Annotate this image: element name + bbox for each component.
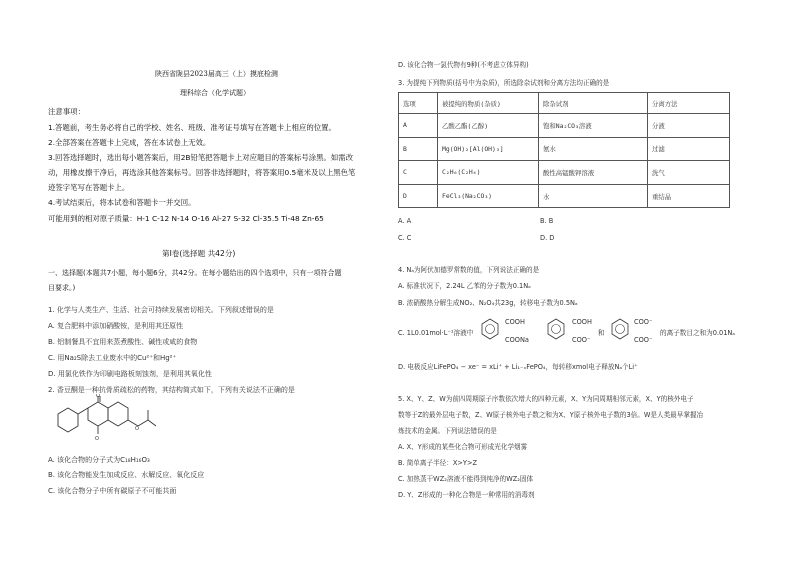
svg-text:O: O: [96, 394, 100, 399]
question-1-stem: 1. 化学与人类生产、生活、社会可持续发展密切相关。下列叙述错误的是: [48, 306, 274, 314]
benzene-ring-icon: [608, 316, 632, 344]
table-header-cell: 除杂试剂: [539, 93, 648, 114]
q3-choice-c: C. C: [398, 234, 412, 242]
q2-option-b: B. 该化合物能发生加成反应、水解反应、氧化反应: [48, 471, 205, 479]
notice-heading: 注意事项：: [48, 107, 85, 116]
q3-choice-d: D. D: [540, 234, 555, 242]
struct-label: COO⁻: [634, 336, 653, 344]
question-5-stem: 炼技术的金属。下列说法错误的是: [398, 427, 497, 435]
q1-option-d: D. 用氯化铁作为印刷电路板刻蚀剂，是利用其氧化性: [48, 370, 212, 378]
q5-option-d: D. Y、Z形成的一种化合物是一种常用的消毒剂: [398, 491, 535, 499]
table-cell: C₂H₆(C₂H₄): [438, 161, 539, 185]
q2-option-c: C. 该化合物分子中所有碳原子不可能共面: [48, 487, 177, 495]
table-header-cell: 分离方法: [648, 93, 730, 114]
question-2-stem: 2. 香豆酮是一种抗骨质疏松的药物，其结构简式如下，下列有关说法不正确的是: [48, 386, 295, 394]
q4-option-b: B. 浓硝酸热分解生成NO₂、N₂O₄共23g，转移电子数为0.5Nₐ: [398, 299, 578, 307]
q1-option-a: A. 复合肥料中添加硝酸铵，是利用其还原性: [48, 322, 184, 330]
svg-text:O: O: [135, 426, 139, 432]
table-row: [399, 161, 730, 185]
struct-label: COOH: [572, 318, 592, 326]
table-cell: 水: [539, 184, 648, 208]
q4-option-c-and: 和: [598, 329, 605, 337]
notice-line: 2.全部答案在答题卡上完成，答在本试卷上无效。: [48, 138, 211, 147]
table-header-cell: 被提纯的物质(杂质): [438, 93, 539, 114]
q2-option-a: A. 该化合物的分子式为C₁₈H₁₆O₃: [48, 456, 150, 464]
table-cell: 饱和Na₂CO₃溶液: [539, 114, 648, 138]
q3-choice-a: A. A: [398, 217, 412, 225]
q4-option-c-prefix: C. 1L0.01mol·L⁻¹溶液中: [398, 329, 474, 337]
chemical-structure-diagram: [48, 394, 188, 452]
section-intro: 一、选择题(本题共7小题，每小题6分，共42分。在每小题给出的四个选项中，只有一项符合题: [48, 269, 342, 277]
svg-text:O: O: [95, 436, 99, 442]
section-intro: 目要求。): [48, 284, 76, 292]
question-4-stem: 4. Nₐ为阿伏加德罗常数的值，下列说法正确的是: [398, 266, 540, 274]
table-cell: FeCl₃(Na₂CO₃): [438, 184, 539, 208]
table-cell: D: [399, 184, 438, 208]
table-cell: 过滤: [648, 137, 730, 161]
table-row: [399, 137, 730, 161]
struct-label: COONa: [505, 336, 529, 344]
notice-line: 1.答题前，考生务必将自己的学校、姓名、班级、准考证号填写在答题卡上相应的位置。: [48, 123, 336, 132]
table-row: [399, 184, 730, 208]
page-title: 陕西省陇县2023届高三（上）摸底检测: [155, 70, 278, 78]
notice-line: 动，用橡皮擦干净后，再选涂其他答案标号。回答非选择题时，将答案用0.5毫米及以上黑色笔: [48, 168, 356, 177]
table-cell: 酸性高锰酸钾溶液: [539, 161, 648, 185]
benzene-ring-icon: [544, 316, 568, 344]
table-header-row: [399, 93, 730, 114]
question-5-stem: 数等于Z的最外层电子数，Z、W原子核外电子数之和为X、Y原子核外电子数的3倍。W是人类最早掌握冶: [398, 411, 704, 419]
q5-option-c: C. 加热蒸干WZ₂溶液不能得到纯净的WZ₂固体: [398, 475, 534, 483]
question-5-stem: 5. X、Y、Z、W为前四周期原子序数依次增大的四种元素，X、Y为同周期相邻元素，X、Y的核外电子: [398, 395, 694, 403]
table-cell: C: [399, 161, 438, 185]
section-heading: 第Ⅰ卷(选择题 共42分): [162, 249, 236, 258]
q4-option-c-suffix: 的离子数目之和为0.01Nₐ: [660, 329, 735, 337]
q4-option-d: D. 电极反应LiFePO₄ − xe⁻ = xLi⁺ + Li₁₋ₓFePO₄，每转移xmol电子释放Nₐ个Li⁺: [398, 363, 638, 371]
table-row: [399, 114, 730, 138]
benzene-ring-icon: [478, 316, 502, 344]
q4-option-a: A. 标准状况下，2.24L 乙苯的分子数为0.1Nₐ: [398, 282, 531, 290]
q5-option-b: B. 简单离子半径：X>Y>Z: [398, 459, 477, 467]
notice-line: 4.考试结束后，将本试卷和答题卡一并交回。: [48, 198, 196, 207]
question-3-stem: 3. 为提纯下列物质(括号中为杂质)，所选除杂试剂和分离方法均正确的是: [398, 79, 610, 87]
purification-table: [398, 92, 730, 208]
struct-label: COOH: [505, 318, 525, 326]
table-cell: B: [399, 137, 438, 161]
atomic-mass-line: 可能用到的相对原子质量：H-1 C-12 N-14 O-16 Al-27 S-32 Cl-35.5 Ti-48 Zn-65: [48, 214, 324, 223]
table-header-cell: 选项: [399, 93, 438, 114]
table-cell: A: [399, 114, 438, 138]
q1-option-c: C. 用Na₂S除去工业废水中的Cu²⁺和Hg²⁺: [48, 354, 177, 362]
struct-label: COO⁻: [634, 318, 653, 326]
struct-label: COO⁻: [572, 336, 591, 344]
q3-choice-b: B. B: [540, 217, 554, 225]
q5-option-a: A. X、Y形成的某些化合物可形成光化学烟雾: [398, 443, 528, 451]
page-subtitle: 理科综合（化学试题）: [180, 89, 250, 97]
notice-line: 迹签字笔写在答题卡上。: [48, 183, 130, 192]
table-cell: Mg(OH)₂[Al(OH)₃]: [438, 137, 539, 161]
table-cell: 氨水: [539, 137, 648, 161]
notice-line: 3.回答选择题时，选出每小题答案后，用2B铅笔把答题卡上对应题目的答案标号涂黑。如需改: [48, 153, 354, 162]
table-cell: 分液: [648, 114, 730, 138]
q2-option-d: D. 该化合物一氯代物有9种(不考虑立体异构): [398, 61, 529, 69]
table-cell: 乙酸乙酯(乙醇): [438, 114, 539, 138]
table-cell: 洗气: [648, 161, 730, 185]
q1-option-b: B. 铝制餐具不宜用来蒸煮酸性、碱性或咸的食物: [48, 338, 198, 346]
table-cell: 重结晶: [648, 184, 730, 208]
